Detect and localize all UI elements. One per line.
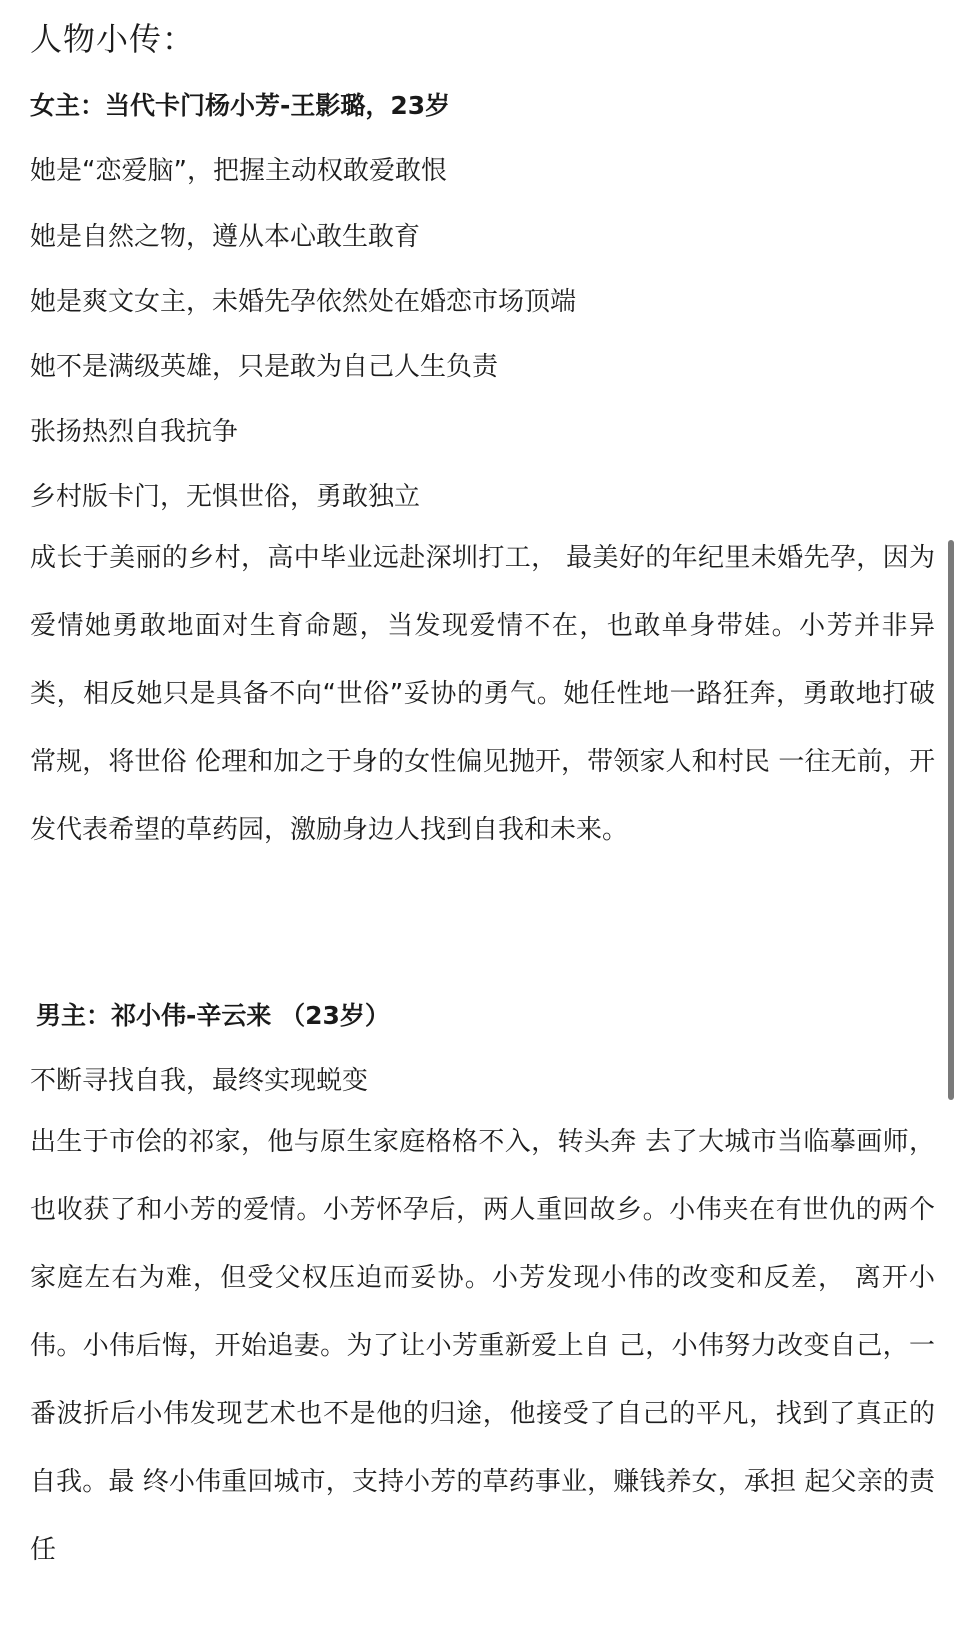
male-lead-paragraph: 出生于市侩的祁家，他与原生家庭格格不入，转头奔 去了大城市当临摹画师，也收获了和小芳的爱情。小芳怀孕后，两人重回故乡。小伟夹在有世仇的两个家庭左右为难，但受父权压迫而妥协。小芳发现小伟的改变和反差， 离开小伟。小伟后悔，开始追妻。为了让小芳重新爱上自 己，小伟努力改变自己，一番波折后小伟发现艺术也不是他的归途，他接受了自己的平凡，找到了真正的自我。最 终小伟重回城市，支持小芳的草药事业，赚钱养女，承担 起父亲的责任 bbox=[30, 1127, 935, 1565]
female-line-5: 张扬热烈自我抗争 bbox=[30, 417, 239, 447]
page-title: 人物小传： bbox=[30, 20, 196, 58]
male-lead-heading: 男主：祁小伟-辛云来 （23岁） bbox=[36, 1001, 390, 1030]
female-line-6: 乡村版卡门，无惧世俗，勇敢独立 bbox=[30, 482, 421, 512]
female-line-4: 她不是满级英雄，只是敢为自己人生负责 bbox=[30, 352, 499, 382]
female-lead-paragraph: 成长于美丽的乡村，高中毕业远赴深圳打工， 最美好的年纪里未婚先孕，因为爱情她勇敢地面对生育命题，当发现爱情不在，也敢单身带娃。小芳并非异类，相反她只是具备不向“世俗”妥协的勇气。她任性地一路狂奔，勇敢地打破常规，将世俗 伦理和加之于身的女性偏见抛开，带领家人和村民 一往无前，开发代表希望的草药园，激励身边人找到自我和未来。 bbox=[30, 543, 935, 845]
scrollbar-thumb[interactable] bbox=[948, 540, 954, 1100]
female-line-3: 她是爽文女主，未婚先孕依然处在婚恋市场顶端 bbox=[30, 287, 577, 317]
bottom-fade bbox=[720, 1585, 960, 1631]
female-line-1: 她是“恋爱脑”，把握主动权敢爱敢恨 bbox=[30, 156, 447, 186]
female-lead-heading: 女主：当代卡门杨小芳-王影璐，23岁 bbox=[30, 91, 451, 120]
female-line-2: 她是自然之物，遵从本心敢生敢育 bbox=[30, 222, 421, 252]
male-line-1: 不断寻找自我，最终实现蜕变 bbox=[30, 1066, 369, 1096]
